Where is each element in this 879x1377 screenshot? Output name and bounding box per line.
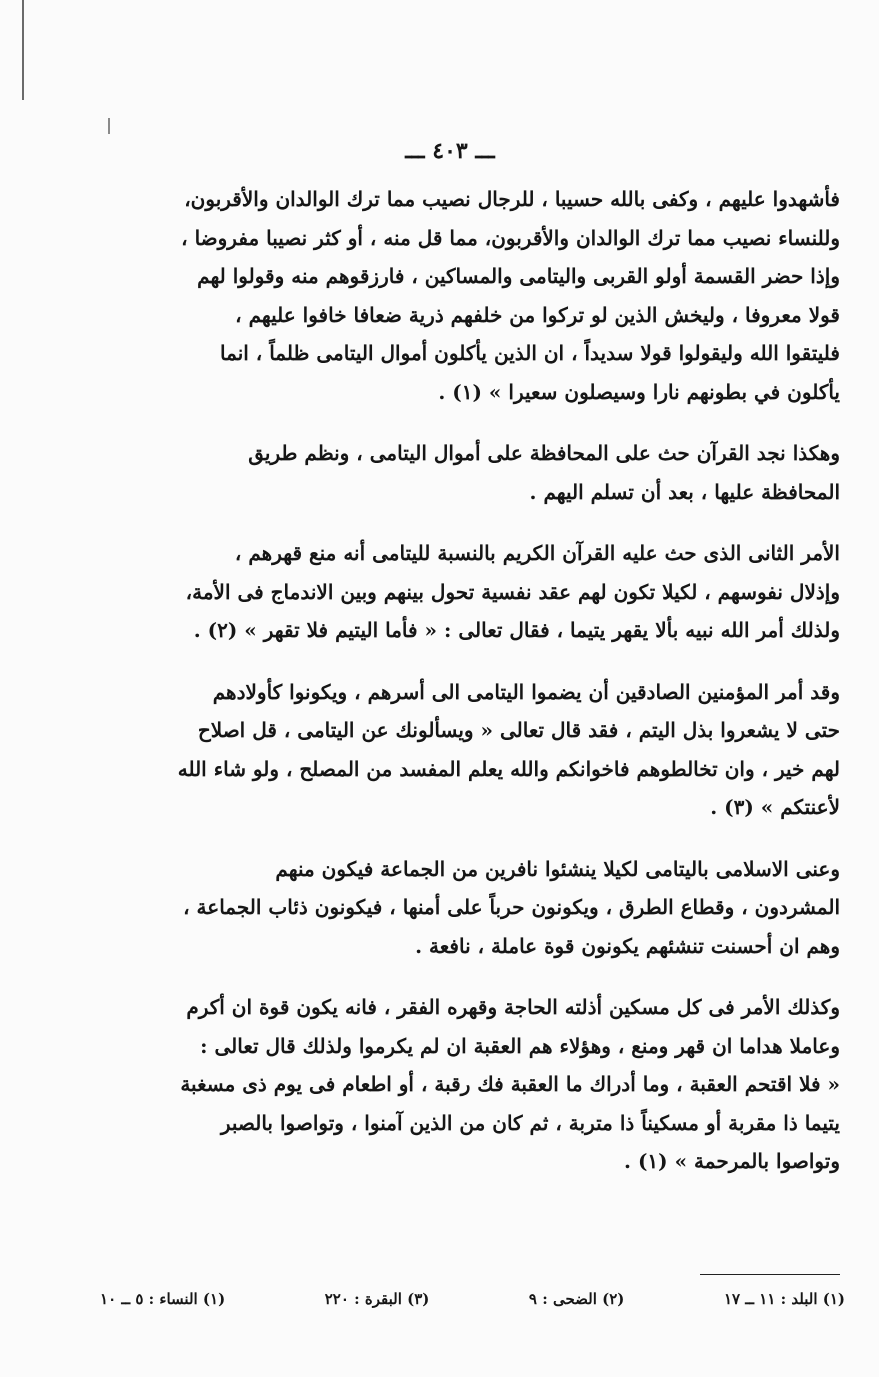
text-line: قولا معروفا ، وليخش الذين لو تركوا من خلفهم ذرية ضعافا خافوا عليهم ، [235, 302, 840, 327]
text-line: وعاملا هداما ان قهر ومنع ، وهؤلاء هم العقبة ان لم يكرموا ولذلك قال تعالى : [200, 1033, 840, 1058]
text-line: وكذلك الأمر فى كل مسكين أذلته الحاجة وقهره الفقر ، فانه يكون قوة ان أكرم [186, 995, 840, 1019]
footnotes [100, 1290, 845, 1308]
text-line: يتيما ذا مقربة أو مسكيناً ذا متربة ، ثم كان من الذين آمنوا ، وتواصوا بالصبر [220, 1110, 840, 1135]
text-line: حتى لا يشعروا بذل اليتم ، فقد قال تعالى « ويسألونك عن اليتامى ، قل اصلاح [197, 718, 840, 742]
scan-edge-line [22, 0, 24, 100]
text-line: الأمر الثانى الذى حث عليه القرآن الكريم بالنسبة لليتامى أنه منع قهرهم ، [234, 541, 840, 565]
footnote-divider [700, 1274, 840, 1275]
text-line: المشردون ، وقطاع الطرق ، ويكونون حرباً على أمنها ، فيكونون ذئاب الجماعة ، [183, 895, 840, 919]
text-line: فأشهدوا عليهم ، وكفى بالله حسيبا ، للرجال نصيب مما ترك الوالدان والأقربون، [184, 187, 840, 211]
text-line: وإذا حضر القسمة أولو القربى واليتامى والمساكين ، فارزقوهم منه وقولوا لهم [197, 264, 840, 288]
page-number: ـــ ٤٠٣ ـــ [405, 138, 495, 164]
paragraph-quran-inheritance [100, 180, 840, 411]
footnote: (٣) البقرة : ٢٢٠ [324, 1290, 430, 1308]
text-line: وعنى الاسلامى باليتامى لكيلا ينشئوا نافرين من الجماعة فيكون منهم [275, 856, 840, 881]
text-line: وإذلال نفوسهم ، لكيلا تكون لهم عقد نفسية تحول بينهم وبين الاندماج فى الأمة، [185, 579, 840, 604]
scan-mark [108, 118, 110, 134]
body-text [100, 180, 840, 1204]
footnote: (٢) الضحى : ٩ [528, 1290, 625, 1308]
footnote: (١) النساء : ٥ ــ ١٠ [100, 1290, 226, 1308]
text-line: لأعنتكم » (٣) . [710, 795, 840, 819]
paragraph-second-matter [100, 534, 840, 650]
text-line: لهم خير ، وان تخالطوهم فاخوانكم والله يعلم المفسد من المصلح ، ولو شاء الله [177, 756, 840, 781]
text-line: « فلا اقتحم العقبة ، وما أدراك ما العقبة فك رقبة ، أو اطعام فى يوم ذى مسغبة [180, 1072, 840, 1096]
text-line: وهم ان أحسنت تنشئهم يكونون قوة عاملة ، نافعة . [415, 933, 840, 958]
text-line: وللنساء نصيب مما ترك الوالدان والأقربون، مما قل منه ، أو كثر نصيبا مفروضا ، [181, 225, 840, 250]
paragraph-orphan-property [100, 434, 840, 511]
paragraph-poor [100, 988, 840, 1181]
paragraph-islam-orphans [100, 850, 840, 966]
text-line: ولذلك أمر الله نبيه بألا يقهر يتيما ، فقال تعالى : « فأما اليتيم فلا تقهر » (٢) . [193, 618, 840, 642]
text-line: فليتقوا الله وليقولوا قولا سديداً ، ان الذين يأكلون أموال اليتامى ظلماً ، انما [220, 341, 840, 365]
text-line: وهكذا نجد القرآن حث على المحافظة على أموال اليتامى ، ونظم طريق [248, 441, 840, 465]
paragraph-believers [100, 673, 840, 827]
text-line: وقد أمر المؤمنين الصادقين أن يضموا اليتامى الى أسرهم ، ويكونوا كأولادهم [212, 679, 840, 704]
text-line: المحافظة عليها ، بعد أن تسلم اليهم . [529, 479, 840, 504]
text-line: وتواصوا بالمرحمة » (١) . [624, 1149, 840, 1173]
footnote: (١) البلد : ١١ ــ ١٧ [723, 1290, 845, 1308]
text-line: يأكلون في بطونهم نارا وسيصلون سعيرا » (١) . [438, 379, 840, 404]
